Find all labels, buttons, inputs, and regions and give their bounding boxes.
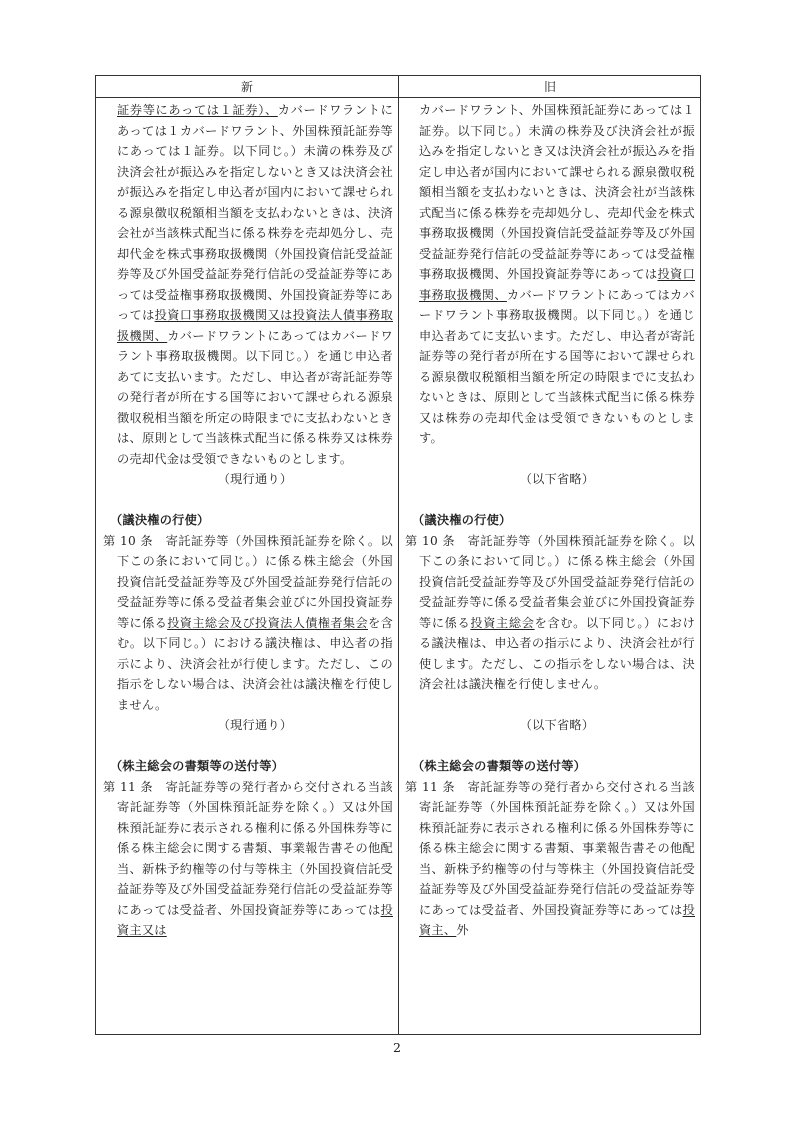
new-note-unchanged-1: （現行通り）: [217, 472, 293, 486]
new-article-11-body: 第 11 条 寄託証券等の発行者から交付される当該寄託証券等（外国株預託証券を除く。）又は外国株預託証券に表示される権利に係る外国株券等に係る株主総会に関する書類、事業報告書その他配当、新株予約権等の付与等株主（外国投資信託受益証券等及び外国受益証券発行信託の受益証券等にあっては受益者、外国投資証券等にあっては投資主又は: [103, 779, 393, 937]
column-divider: [398, 76, 399, 1034]
new-article-10-body: 第 10 条 寄託証券等（外国株預託証券を除く。以下この条において同じ。）に係る株主総会（外国投資信託受益証券等及び外国受益証券発行信託の受益証券等に係る受益者集会並びに外国投資証券等に係る投資主総会及び投資法人債権者集会を含む。以下同じ。）における議決権は、申込者の指示により、決済会社が行使します。ただし、この指示をしない場合は、決済会社は議決権を行使しません。: [103, 533, 394, 712]
new-paragraph-dividend: 証券等にあっては１証券）、カバードワラントにあっては１カバードワラント、外国株預託証券等にあっては１証券。以下同じ。）未満の株券及び決済会社が振込みを指定しないとき又は決済会社が振込みを指定し申込者が国内において課せられる源泉徴収税額相当額を支払わないときは、決済会社が当該株式配当に係る株券を売却処分し、売却代金を株式事務取扱機関（外国投資信託受益証券等及び外国受益証券発行信託の受益証券等にあっては受益権事務取扱機関、外国投資証券等にあっては投資口事務取扱機関又は投資法人債事務取扱機関、カバードワラントにあってはカバードワラント事務取扱機関。以下同じ。）を通じ申込者あてに支払います。ただし、申込者が寄託証券等の発行者が所在する国等において課せられる源泉徴収税相当額を所定の時限までに支払わないときは、原則として当該株式配当に係る株券又は株券の売却代金は受領できないものとします。: [117, 103, 394, 466]
page-number: 2: [393, 1040, 401, 1055]
old-column: [405, 100, 695, 941]
new-amendment-underline-4: 投資主又は: [117, 902, 393, 937]
new-amendment-underline-1: 証券等にあっては１証券）、: [117, 103, 278, 117]
old-paragraph-dividend: カバードワラント、外国株預託証券にあっては１証券。以下同じ。）未満の株券及び決済会社が振込みを指定しないとき又は決済会社が振込みを指定し申込者が国内において課せられる源泉徴収税額相当額を支払わないときは、決済会社が当該株式配当に係る株券を売却処分し、売却代金を株式事務取扱機関（外国投資信託受益証券等及び外国受益証券発行信託の受益証券等にあっては受益権事務取扱機関、外国投資証券等にあっては投資口事務取扱機関、カバードワラントにあってはカバードワラント事務取扱機関。以下同じ。）を通じ申込者あてに支払います。ただし、申込者が寄託証券等の発行者が所在する国等において課せられる源泉徴収税額相当額を所定の時限までに支払わないときは、原則として当該株式配当に係る株券又は株券の売却代金は受領できないものとします。: [419, 103, 696, 445]
old-amendment-underline-3: 投資主、: [419, 902, 695, 937]
new-article-10-title: （議決権の行使）: [110, 513, 210, 527]
header-new: 新: [240, 80, 253, 94]
old-amendment-underline-1: 投資口事務取扱機関、: [419, 267, 696, 302]
new-amendment-underline-2: 投資口事務取扱機関又は投資法人債事務取扱機関、: [117, 308, 394, 343]
old-article-10-title: （議決権の行使）: [412, 513, 512, 527]
header-old: 旧: [543, 80, 556, 94]
new-column: [103, 100, 393, 941]
old-note-omitted-2: （以下省略）: [519, 718, 595, 732]
old-note-omitted-1: （以下省略）: [519, 472, 595, 486]
old-article-10-body: 第 10 条 寄託証券等（外国株預託証券を除く。以下この条において同じ。）に係る株主総会（外国投資信託受益証券等及び外国受益証券発行信託の受益証券等に係る受益者集会並びに外国投資証券等に係る投資主総会を含む。以下同じ。）における議決権は、申込者の指示により、決済会社が行使します。ただし、この指示をしない場合は、決済会社は議決権を行使しません。: [405, 533, 696, 691]
old-article-11-body: 第 11 条 寄託証券等の発行者から交付される当該寄託証券等（外国株預託証券を除く。）又は外国株預託証券に表示される権利に係る外国株券等に係る株主総会に関する書類、事業報告書その他配当、新株予約権等の付与等株主（外国投資信託受益証券等及び外国受益証券発行信託の受益証券等にあっては受益者、外国投資証券等にあっては投資主、外: [405, 779, 695, 937]
new-amendment-underline-3: 投資主総会及び投資法人債権者集会: [167, 615, 369, 630]
new-note-unchanged-2: （現行通り）: [217, 718, 293, 732]
old-amendment-underline-2: 投資主総会: [470, 615, 535, 630]
new-article-11-title: （株主総会の書類等の送付等）: [110, 759, 285, 773]
comparison-table: [95, 75, 701, 1035]
old-article-11-title: （株主総会の書類等の送付等）: [412, 759, 587, 773]
